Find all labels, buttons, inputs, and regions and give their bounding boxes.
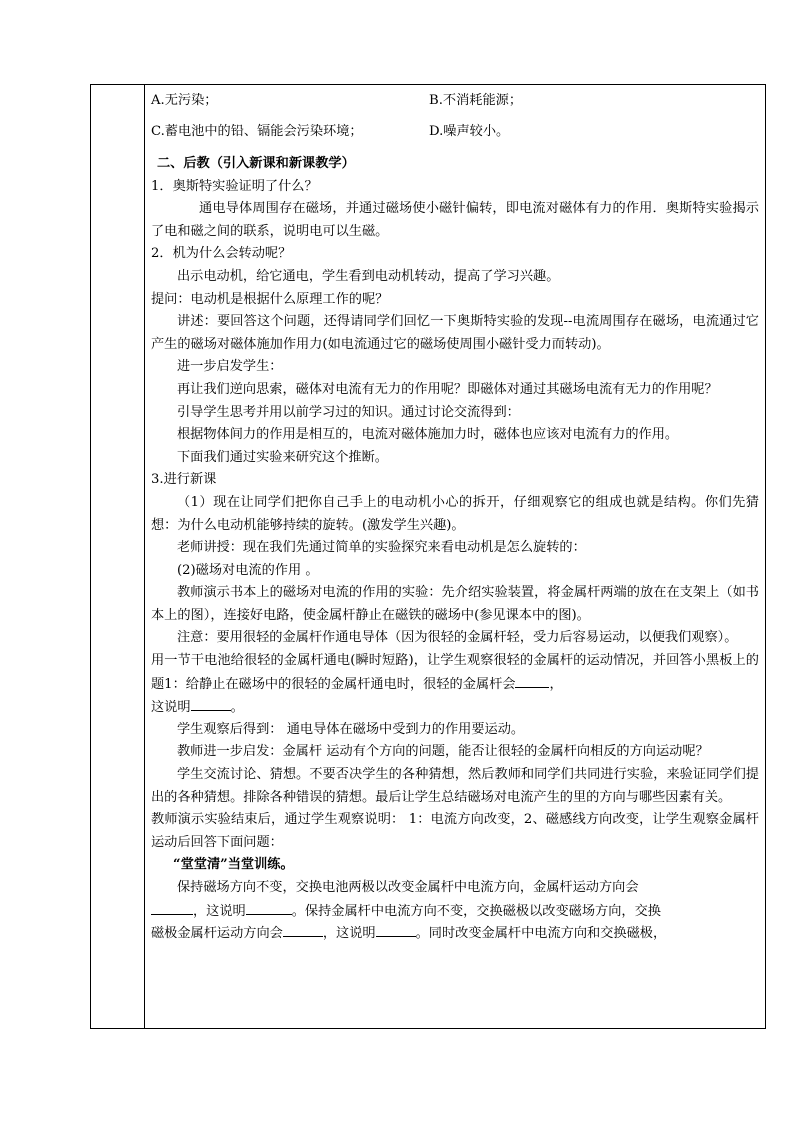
paragraph-8: 根据物体间力的作用是相互的，电流对磁体施加力时，磁体也应该对电流有力的作用。	[177, 427, 679, 443]
paragraph-1: 通电导体周围存在磁场，并通过磁场使小磁针偏转，即电流对磁体有力的作用．奥斯特实验揭示了电和磁之间的联系，说明电可以生磁。	[151, 201, 759, 239]
question-1: 1．奥斯特实验证明了什么？	[151, 178, 318, 194]
paragraph-3: 提问：电动机是根据什么原理工作的呢？	[151, 291, 389, 307]
paragraph-16-start: 这说明	[151, 700, 191, 716]
paragraph-23-b: 。保持金属杆中电流方向不变，交换磁极以改变磁场方向，交换	[291, 903, 661, 919]
paragraph-5: 进一步启发学生：	[177, 359, 283, 375]
paragraph-21: “堂堂清”当堂训练。	[173, 857, 294, 873]
paragraph-10: （1）现在让同学们把你自己手上的电动机小心的拆开，仔细观察它的组成也就是结构。你们先猜想：为什么电动机能够持续的旋转。(激发学生兴趣)。	[151, 494, 759, 533]
paragraph-18: 教师进一步启发：金属杆 运动有个方向的问题，能否让很轻的金属杆向相反的方向运动呢？	[177, 744, 709, 760]
paragraph-15-end: ，	[549, 676, 563, 692]
option-b: B.不消耗能源；	[429, 93, 523, 108]
paragraph-13: 教师演示书本上的磁场对电流的作用的实验：先介绍实验装置，将金属杆两端的放在在支架上（如书本上的图），连接好电路，使金属杆静止在磁铁的磁场中(参见课本中的图)。	[151, 585, 759, 623]
paragraph-17: 学生观察后得到： 通电导体在磁场中受到力的作用要运动。	[177, 721, 525, 737]
paragraph-4: 讲述：要回答这个问题，还得请同学们回忆一下奥斯特实验的发现--电流周围存在磁场，电流通过它产生的磁场对磁体施加作用力(如电流通过它的磁场使周围小磁针受力而转动)。	[151, 314, 759, 352]
paragraph-15-text: 用一节干电池给很轻的金属杆通电(瞬时短路)，让学生观察很轻的金属杆的运动情况，并回答小黑板上的题1：给静止在磁场中的很轻的金属杆通电时，很轻的金属杆会	[151, 653, 759, 692]
paragraph-20: 教师演示实验结束后，通过学生观察说明： 1：电流方向改变，2、磁感线方向改变，让学生观察金属杆运动后回答下面问题：	[151, 812, 759, 850]
paragraph-22: 保持磁场方向不变，交换电池两极以改变金属杆中电流方向，金属杆运动方向会	[177, 880, 639, 895]
answer-blank-2	[191, 696, 231, 711]
paragraph-14: 注意：要用很轻的金属杆作通电导体（因为很轻的金属杆轻，受力后容易运动，以便我们观察）。	[177, 630, 738, 646]
option-a: A.无污染；	[151, 93, 218, 108]
paragraph-24-a: 磁极金属杆运动方向会	[151, 926, 283, 942]
paragraph-12: (2)磁场对电流的作用 。	[177, 562, 319, 578]
paragraph-6: 再让我们逆向思索，磁体对电流有无力的作用呢？即磁体对通过其磁场电流有无力的作用呢？	[177, 381, 718, 397]
answer-blank-1	[515, 673, 549, 688]
paragraph-16	[151, 696, 759, 719]
option-d: D.噪声较小。	[429, 124, 510, 139]
paragraph-24	[151, 922, 759, 945]
options-row-1	[151, 88, 759, 113]
option-c: C.蓄电池中的铅、镉能会污染环境；	[151, 124, 363, 139]
answer-blank-5	[283, 922, 323, 937]
paragraph-24-c: 。同时改变金属杆中电流方向和交换磁极，	[415, 926, 667, 942]
paragraph-23	[151, 900, 759, 923]
paragraph-23-a: ，这说明	[193, 903, 246, 919]
paragraph-19: 学生交流讨论、猜想。不要否决学生的各种猜想，然后教师和同学们共同进行实验，来验证同学们提出的各种猜想。排除各种错误的猜想。最后让学生总结磁场对电流产生的里的方向与哪些因素有关。	[151, 767, 759, 805]
options-row-2	[151, 119, 759, 144]
paragraph-24-b: ，这说明	[322, 926, 376, 942]
column-divider	[144, 84, 145, 1029]
paragraph-15	[151, 650, 759, 696]
paragraph-7: 引导学生思考并用以前学习过的知识。通过讨论交流得到：	[177, 404, 520, 420]
answer-blank-4	[246, 900, 292, 915]
answer-blank-3	[151, 900, 193, 915]
question-2: 2．机为什么会转动呢？	[151, 246, 292, 262]
paragraph-11: 老师讲授：现在我们先通过简单的实验探究来看电动机是怎么旋转的：	[177, 540, 586, 556]
lesson-content	[151, 88, 759, 945]
paragraph-9: 下面我们通过实验来研究这个推断。	[177, 449, 388, 465]
paragraph-2: 出示电动机，给它通电，学生看到电动机转动，提高了学习兴趣。	[177, 268, 560, 284]
paragraph-16-end: 。	[230, 700, 244, 716]
question-3: 3.进行新课	[151, 472, 217, 488]
answer-blank-6	[376, 922, 416, 937]
section-heading: 二、后教（引入新课和新课教学）	[157, 156, 355, 171]
